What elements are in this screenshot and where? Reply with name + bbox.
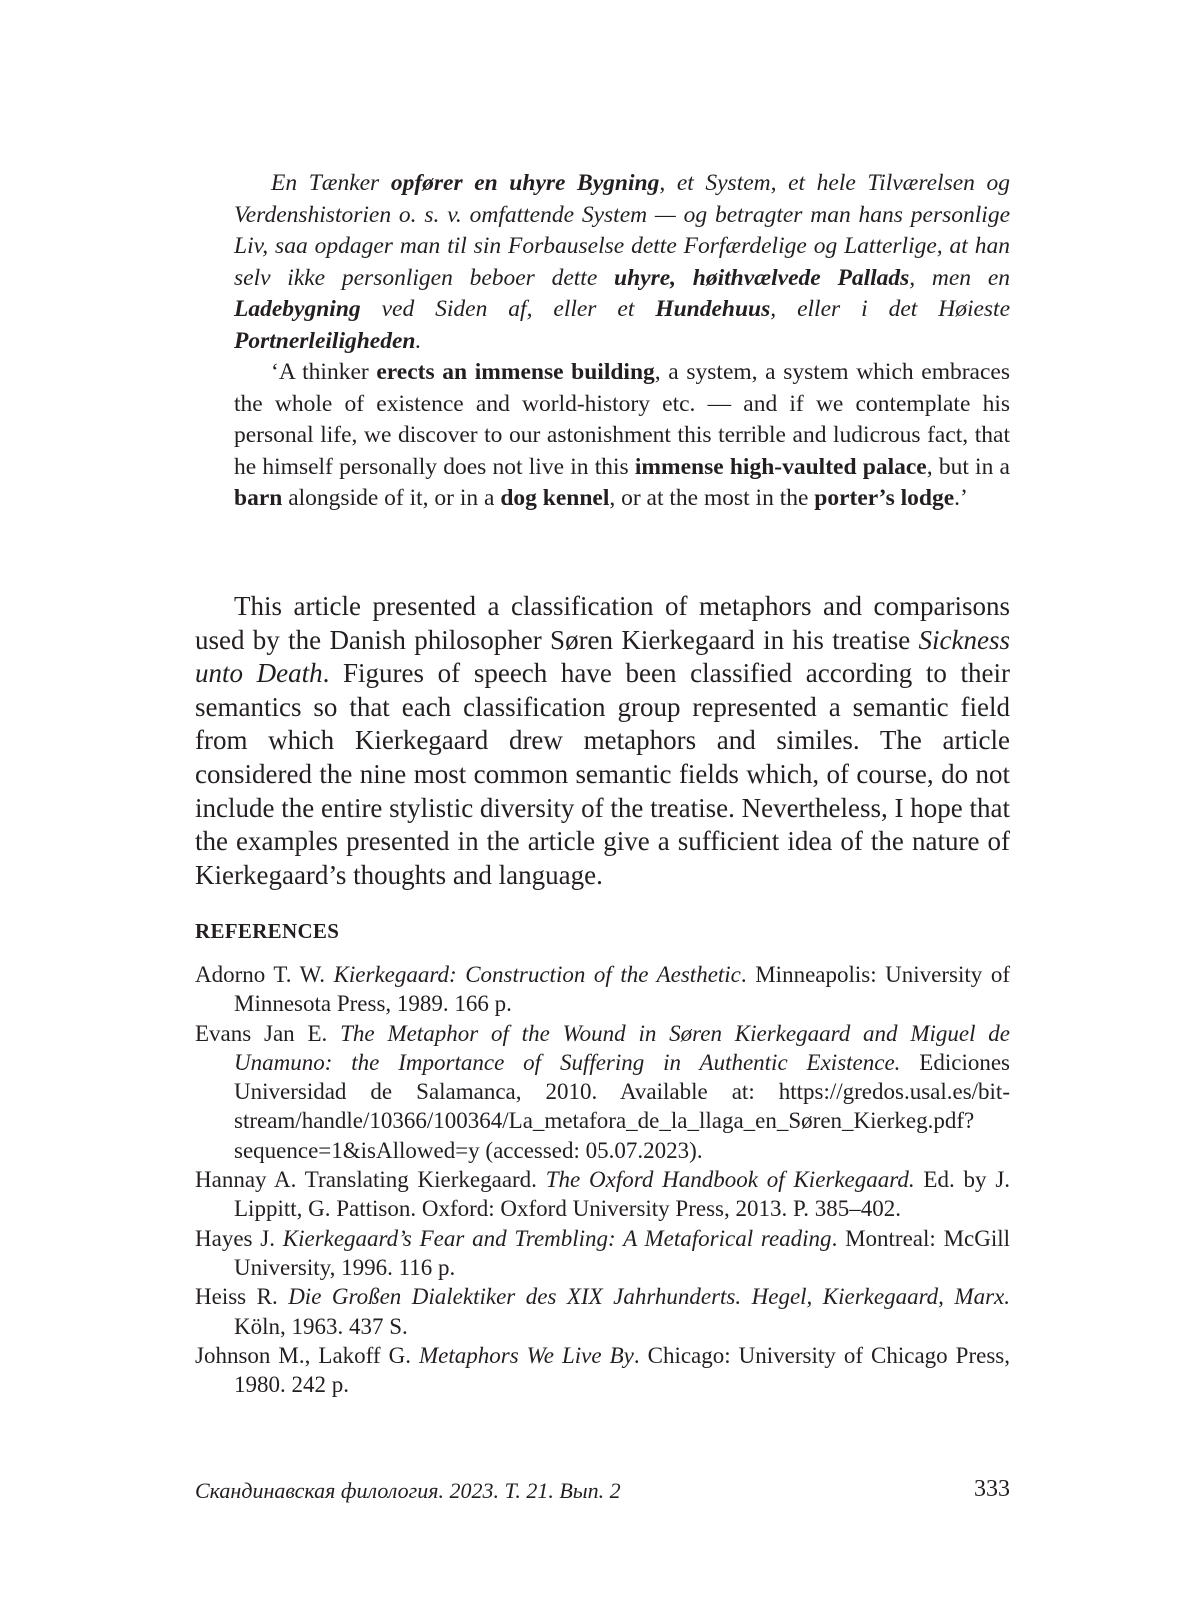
references-heading: REFERENCES <box>195 919 340 943</box>
reference-details: . Chicago: University of Chicago Press, 1980. 242 p. <box>234 1342 1010 1398</box>
reference-author: Hayes J. <box>195 1225 283 1251</box>
conclusion-paragraph <box>195 590 1010 892</box>
quote-danish-emphasis: Hundehuus <box>655 296 771 322</box>
reference-title: Die Großen Dialektiker des XIX Jahrhunderts. Hegel, Kierkegaard, Marx. <box>288 1284 1010 1310</box>
quote-english-emphasis: porter’s lodge <box>814 485 955 511</box>
reference-author: Evans Jan E. <box>195 1020 341 1046</box>
quote-danish-emphasis: uhyre, høithvælvede Pallads <box>614 264 910 291</box>
reference-details: . Montreal: McGill University, 1996. 116 p. <box>234 1225 1011 1280</box>
running-footer-journal: Скандинавская филология. 2023. Т. 21. Вып. 2 <box>195 1478 621 1503</box>
quote-english-text: alongside of it, or in a <box>282 485 501 511</box>
quote-english-text: ‘A thinker <box>271 359 377 385</box>
page-number: 333 <box>974 1476 1010 1502</box>
reference-details: Ed. by J. Lippitt, G. Pattison. Oxford: Oxford University Press, 2013. P. 385–402. <box>234 1167 1011 1222</box>
reference-item <box>195 1341 1010 1400</box>
reference-author: Heiss R. <box>195 1284 289 1310</box>
reference-title: The Oxford Handbook of Kierkegaard. <box>545 1167 915 1193</box>
quote-english-emphasis: immense high-vaulted palace <box>634 453 927 480</box>
quote-danish-emphasis: Portnerleiligheden <box>234 327 416 354</box>
quote-danish-text: , et System, et hele Tilværelsen og Verdenshistorien o. s. v. omfattende System — og betragter man hans personlige Liv, saa opdager man til sin Forbauselse dette Forfærdelige og Latterlige, at han selv ikke personligen beboer dette <box>234 170 1011 291</box>
quote-english-emphasis: erects an immense building <box>376 359 655 385</box>
conclusion-section <box>195 590 1010 892</box>
reference-author: Adorno T. W. <box>195 962 334 987</box>
references-list <box>195 960 1010 1399</box>
quote-danish-text: ved Siden af, eller et <box>360 296 656 322</box>
reference-author: Johnson M., Lakoff G. <box>195 1342 419 1368</box>
quote-danish-emphasis: Ladebygning <box>234 296 361 322</box>
reference-details: Köln, 1963. 437 S. <box>234 1313 408 1339</box>
conclusion-text: This article presented a classification of metaphors and comparisons used by the Danish philosopher Søren Kierkegaard in his treatise <box>195 591 1010 655</box>
quote-danish-text: , eller i det Høieste <box>770 296 1011 322</box>
reference-details: . Minneapolis: University of Minnesota Press, 1989. 166 p. <box>234 962 1010 1017</box>
reference-title: The Metaphor of the Wound in Søren Kierkegaard and Miguel de Unamuno: the Importance of Suffering in Authentic Existence. <box>234 1020 1010 1075</box>
reference-item <box>195 1282 1010 1341</box>
conclusion-text: . Figures of speech have been classified according to their semantics so that each classification group represented a semantic field from which Kierkegaard drew metaphors and similes. The article considered the nine most common semantic fields which, of course, do not include the entire stylistic diversity of the treatise. Nevertheless, I hope that the examples presented in the article give a sufficient idea of the nature of Kierkegaard’s thoughts and language. <box>195 658 1010 890</box>
quote-danish-text: En Tænker <box>271 170 391 196</box>
reference-item <box>195 1165 1010 1224</box>
block-quote <box>234 168 1010 515</box>
quote-english-text: .’ <box>954 485 968 511</box>
reference-author: Hannay A. Translating Kierkegaard. <box>195 1167 546 1193</box>
quote-danish-emphasis: opfører en uhyre Bygning <box>390 170 660 196</box>
reference-title: Metaphors We Live By <box>418 1342 634 1368</box>
reference-item <box>195 1019 1010 1165</box>
quote-danish-text: , men en <box>909 264 1010 291</box>
reference-title: Kierkegaard’s Fear and Trembling: A Metaforical reading <box>282 1225 832 1251</box>
quote-danish <box>234 168 1010 357</box>
quote-english <box>234 357 1010 515</box>
quote-danish-text: . <box>415 327 422 354</box>
quote-english-text: , but in a <box>926 453 1010 480</box>
reference-title: Kierkegaard: Construction of the Aesthetic <box>333 962 741 987</box>
reference-details: Ediciones Universidad de Salamanca, 2010. Available at: https://gredos.usal.es/bitstream/handle/10366/100364/La_metafora_de_la_llaga_en_Søren_Kierkeg.pdf?sequence=1&isAllowed=y (accessed: 05.07.2023). <box>234 1049 1011 1163</box>
reference-item <box>195 960 1010 1019</box>
quote-english-emphasis: dog kennel <box>500 485 610 511</box>
quote-english-text: , a system, a system which embraces the whole of existence and world-history etc. — and if we contemplate his personal life, we discover to our astonishment this terrible and ludicrous fact, that he himself personally does not live in this <box>234 359 1010 480</box>
treatise-title: Sickness unto Death <box>195 624 1010 689</box>
reference-item <box>195 1224 1010 1283</box>
quote-english-emphasis: barn <box>234 485 283 511</box>
quote-english-text: , or at the most in the <box>609 485 815 511</box>
